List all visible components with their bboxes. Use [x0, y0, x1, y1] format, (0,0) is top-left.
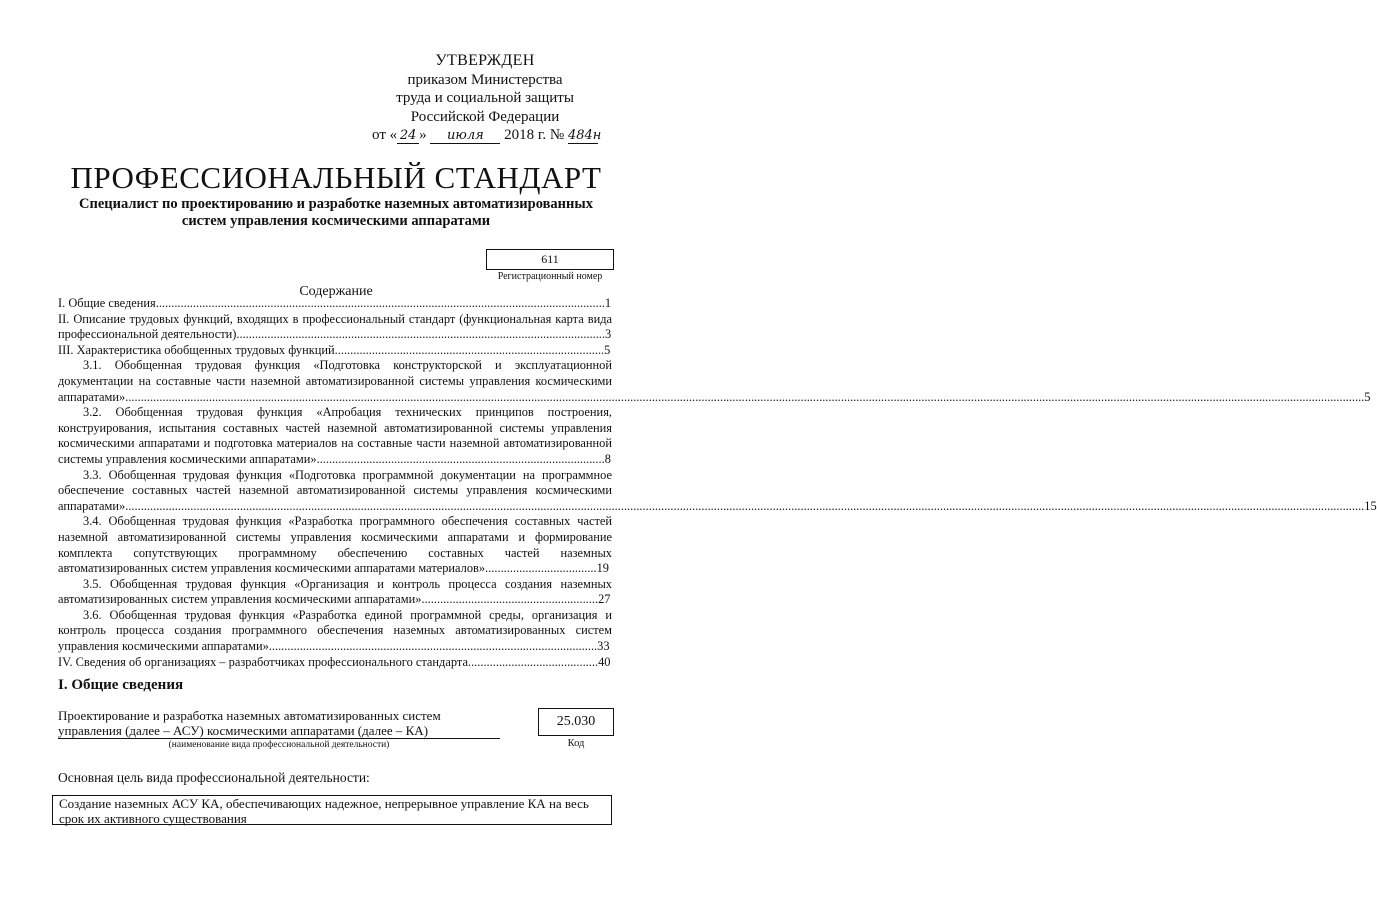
toc-dot-leader: ....................................................................................................................... [236, 327, 605, 342]
toc-page-number: 8 [604, 451, 611, 466]
toc-page-number: 27 [598, 592, 611, 607]
year-text: 2018 г. № [504, 127, 565, 143]
document-subtitle: Специалист по проектированию и разработке наземных автоматизированных систем управления космическими аппаратами [79, 196, 593, 229]
toc-page-number: 5 [1364, 389, 1371, 404]
toc-entry-text: III. Характеристика обобщенных трудовых функций [58, 342, 335, 357]
toc-entry[interactable] [58, 296, 612, 312]
toc-page-number: 5 [604, 342, 611, 357]
toc-entry-text: II. Описание трудовых функций, входящих в профессиональный стандарт (функциональная карта вида профессиональной деятельности) [58, 311, 612, 342]
toc-entry[interactable] [58, 358, 1371, 405]
toc-entry[interactable] [58, 655, 612, 671]
activity-caption: (наименование вида профессиональной деятельности) [168, 740, 390, 750]
activity-code-box: 25.030 [538, 708, 614, 736]
toc-entry[interactable] [58, 577, 612, 608]
toc-entry-text: I. Общие сведения [58, 296, 156, 310]
toc-entry[interactable] [58, 343, 612, 359]
toc-entry[interactable] [58, 514, 612, 576]
toc-dot-leader: ................................................................................................................................................................................................................................................................................................................................................................................................................ [125, 389, 1365, 404]
goal-box: Создание наземных АСУ КА, обеспечивающих надежное, непрерывное управление КА на весь срок их активного существования [52, 795, 612, 825]
toc-dot-leader: ................................................................................................................................................. [155, 296, 605, 310]
toc-dot-leader: ....................................................................................... [334, 342, 605, 357]
toc-entry-text: 3.6. Обобщенная трудовая функция «Разработка единой программной среды, организация и контроль процесса создания программного обеспечения наземных автоматизированных систем управления космическими аппаратами» [58, 607, 612, 654]
toc-entry-text: IV. Сведения об организациях – разработчиках профессионального стандарта [58, 654, 468, 669]
toc-entry[interactable] [58, 312, 612, 343]
activity-code-label: Код [567, 738, 585, 749]
order-date-line [360, 126, 610, 145]
registration-number-label: Регистрационный номер [497, 271, 603, 282]
toc-page-number: 40 [598, 654, 611, 669]
toc-entry-text: 3.4. Обобщенная трудовая функция «Разработка программного обеспечения составных частей наземной автоматизированной системы управления космическими аппаратами и формирование комплекта сопутствующих программному обеспечению составных частей наземных автоматизированных систем управления космическими аппаратами материалов» [58, 514, 612, 576]
toc-entry[interactable] [58, 608, 612, 655]
toc-entry[interactable] [58, 405, 612, 467]
toc-dot-leader: .......................................................................................................... [268, 639, 598, 654]
approval-line: труда и социальной защиты [396, 90, 574, 106]
table-of-contents [58, 296, 1377, 670]
toc-entry-text: 3.3. Обобщенная трудовая функция «Подготовка программной документации на программное обеспечение составных частей наземной автоматизированной системы управления космическими аппаратами» [58, 467, 612, 513]
toc-entry[interactable] [58, 467, 1377, 515]
toc-entry-text: 3.1. Обобщенная трудовая функция «Подготовка конструкторской и эксплуатационной документации на составные части наземной автоматизированной системы управления космическими аппаратами» [58, 358, 612, 404]
document-title: ПРОФЕССИОНАЛЬНЫЙ СТАНДАРТ [70, 160, 602, 195]
contents-title: Содержание [299, 284, 373, 299]
handwritten-month: июля [430, 128, 500, 144]
handwritten-day: 24 [397, 128, 419, 144]
toc-dot-leader: .......................................... [467, 654, 599, 669]
toc-entry-text: 3.2. Обобщенная трудовая функция «Апробация технических принципов построения, конструирования, испытания составных частей наземной автоматизированной системы управления космическими аппаратами и подготовка материалов на составные части наземной автоматизированной системы управления космическими аппаратами» [58, 405, 612, 466]
toc-page-number: 19 [596, 561, 609, 576]
toc-dot-leader: ......................................................... [421, 592, 599, 607]
activity-name: Проектирование и разработка наземных автоматизированных систем управления (далее – АСУ) космическими аппаратами (далее – КА) [58, 708, 441, 738]
section-heading: I. Общие сведения [58, 677, 184, 693]
toc-page-number: 15 [1364, 498, 1377, 513]
approval-block [360, 52, 610, 145]
date-mid: » [419, 127, 427, 143]
approval-heading: УТВЕРЖДЕН [435, 52, 535, 69]
date-prefix: от « [372, 127, 398, 143]
toc-dot-leader: .................................... [485, 561, 597, 576]
toc-page-number: 33 [597, 639, 610, 654]
toc-page-number: 3 [605, 327, 612, 342]
approval-line: приказом Министерства [407, 71, 563, 88]
toc-page-number: 1 [604, 296, 612, 310]
registration-number-box: 611 [486, 249, 614, 270]
approval-line: Российской Федерации [410, 108, 560, 125]
toc-dot-leader: ................................................................................................................................................................................................................................................................................................................................................................................................................ [125, 498, 1365, 513]
toc-dot-leader: ............................................................................................. [316, 451, 605, 466]
goal-label: Основная цель вида профессиональной деятельности: [58, 770, 370, 785]
handwritten-order-number: 484н [567, 128, 602, 143]
toc-entry-text: 3.5. Обобщенная трудовая функция «Организация и контроль процесса создания наземных автоматизированных систем управления космическими аппаратами» [58, 576, 612, 607]
activity-underline [58, 738, 500, 739]
